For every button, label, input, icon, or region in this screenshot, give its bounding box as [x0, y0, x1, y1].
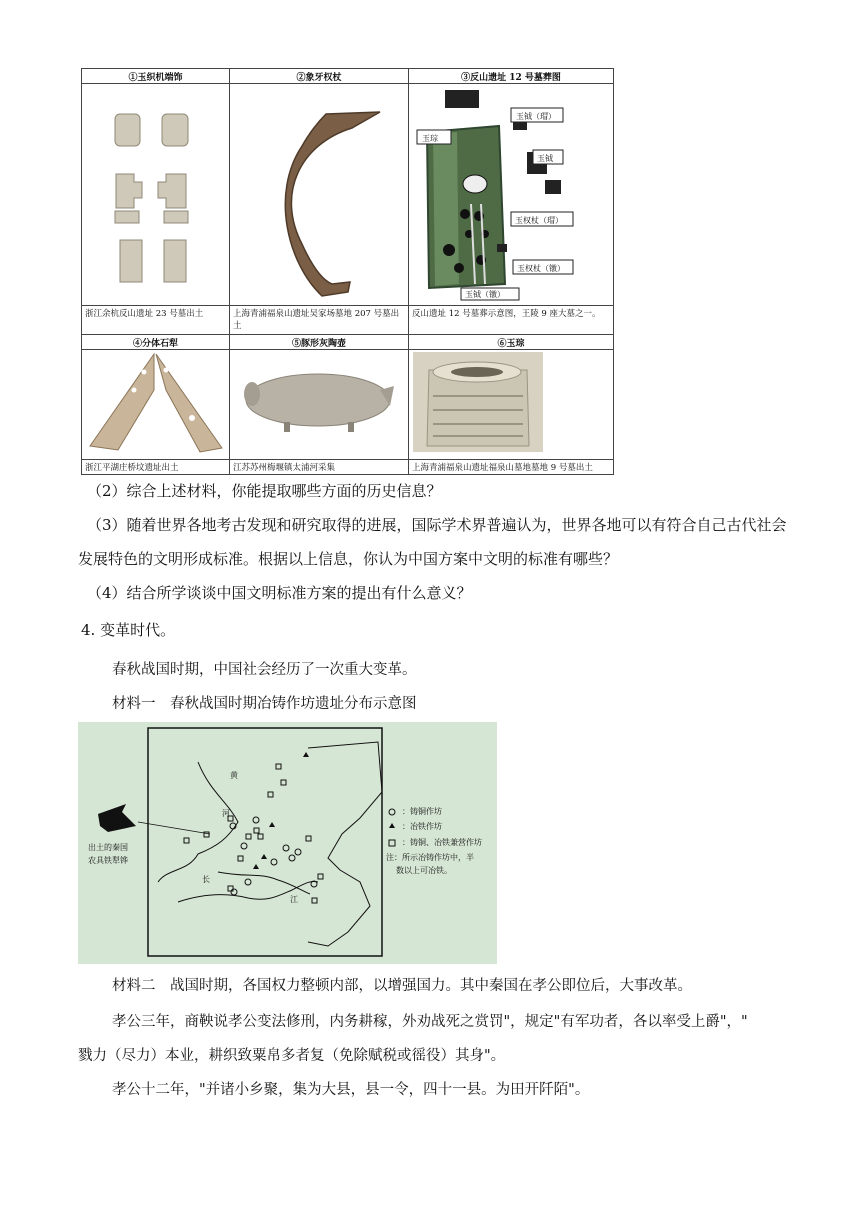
question-3-line2: 发展特色的文明形成标准。根据以上信息，你认为中国方案中文明的标准有哪些？	[78, 550, 619, 568]
question-4: （4）结合所学谈谈中国文明标准方案的提出有什么意义？	[87, 584, 472, 602]
artifact-title: ①玉织机端饰	[82, 69, 230, 84]
map-note-line2: 数以上可冶铁。	[396, 866, 452, 875]
iron-plough-label-line1: 出土的秦国	[88, 843, 128, 852]
tomb-label: 玉钺	[537, 154, 553, 163]
question-3-line1: （3）随着世界各地考古发现和研究取得的进展，国际学术界普遍认为，世界各地可以有符合自己古代社会	[87, 516, 787, 534]
map-label-jiang: 江	[290, 895, 298, 904]
section-intro: 春秋战国时期，中国社会经历了一次重大变革。	[112, 662, 417, 678]
material-1-title: 材料一 春秋战国时期冶铸作坊遗址分布示意图	[112, 696, 417, 712]
artifact-caption: 上海青浦福泉山遗址福泉山墓地墓地 9 号墓出土	[409, 460, 614, 475]
smelting-workshop-map	[78, 722, 497, 964]
tomb-label: 玉权杖（瑁）	[515, 216, 563, 225]
tomb-label: 玉琮	[422, 134, 438, 143]
map-label-he: 河	[222, 809, 230, 818]
legend-iron: ：冶铁作坊	[402, 822, 442, 831]
paragraph-1-line1: 孝公三年，商鞅说孝公变法修刑，内务耕稼，外劝战死之赏罚"，规定"有军功者，各以率受上爵"，"	[112, 1014, 748, 1030]
artifact-caption: 反山遗址 12 号墓葬示意图，王陵 9 座大墓之一。	[409, 306, 614, 335]
map-label-huang: 黄	[230, 771, 238, 780]
artifact-table	[81, 68, 614, 475]
section-heading: 4. 变革时代。	[81, 621, 176, 639]
artifact-caption: 上海青浦福泉山遗址吴家场墓地 207 号墓出土	[230, 306, 409, 335]
artifact-title: ④分体石犁	[82, 335, 230, 350]
material-2: 材料二 战国时期，各国权力整顿内部，以增强国力。其中秦国在孝公即位后，大事改革。	[112, 978, 692, 994]
jade-cong-image	[409, 350, 614, 460]
artifact-caption: 江苏苏州梅堰镇太浦河采集	[230, 460, 409, 475]
ivory-scepter-image	[230, 84, 409, 306]
artifact-caption: 浙江平湖庄桥坟遗址出土	[82, 460, 230, 475]
legend-copper: ：铸铜作坊	[402, 807, 442, 816]
tomb-label: 玉权杖（镦）	[517, 264, 565, 273]
artifact-caption: 浙江余杭反山遗址 23 号墓出土	[82, 306, 230, 335]
question-2: （2）综合上述材料，你能提取哪些方面的历史信息？	[87, 482, 442, 500]
artifact-title: ⑥玉琮	[409, 335, 614, 350]
paragraph-2: 孝公十二年，"并诸小乡聚，集为大县，县一令，四十一县。为田开阡陌"。	[112, 1082, 590, 1098]
pig-pottery-pot-image	[230, 350, 409, 460]
map-label-chang: 长	[202, 875, 210, 884]
legend-both: ：铸铜、冶铁兼营作坊	[402, 838, 482, 847]
tomb-label: 玉钺（镦）	[465, 290, 505, 299]
map-note-line1: 注：所示冶铸作坊中，半	[386, 853, 474, 862]
tomb-12-diagram	[409, 84, 614, 306]
iron-plough-label-line2: 农具铁犁铧	[88, 856, 128, 865]
tomb-label: 玉钺（瑁）	[516, 112, 556, 121]
artifact-title: ⑤豚形灰陶壶	[230, 335, 409, 350]
artifact-title: ②象牙权杖	[230, 69, 409, 84]
jade-loom-ornament-image	[82, 84, 230, 306]
paragraph-1-line2: 戮力（尽力）本业，耕织致粟帛多者复（免除赋税或徭役）其身"。	[78, 1048, 506, 1064]
stone-plough-image	[82, 350, 230, 460]
artifact-title: ③反山遗址 12 号墓葬图	[409, 69, 614, 84]
